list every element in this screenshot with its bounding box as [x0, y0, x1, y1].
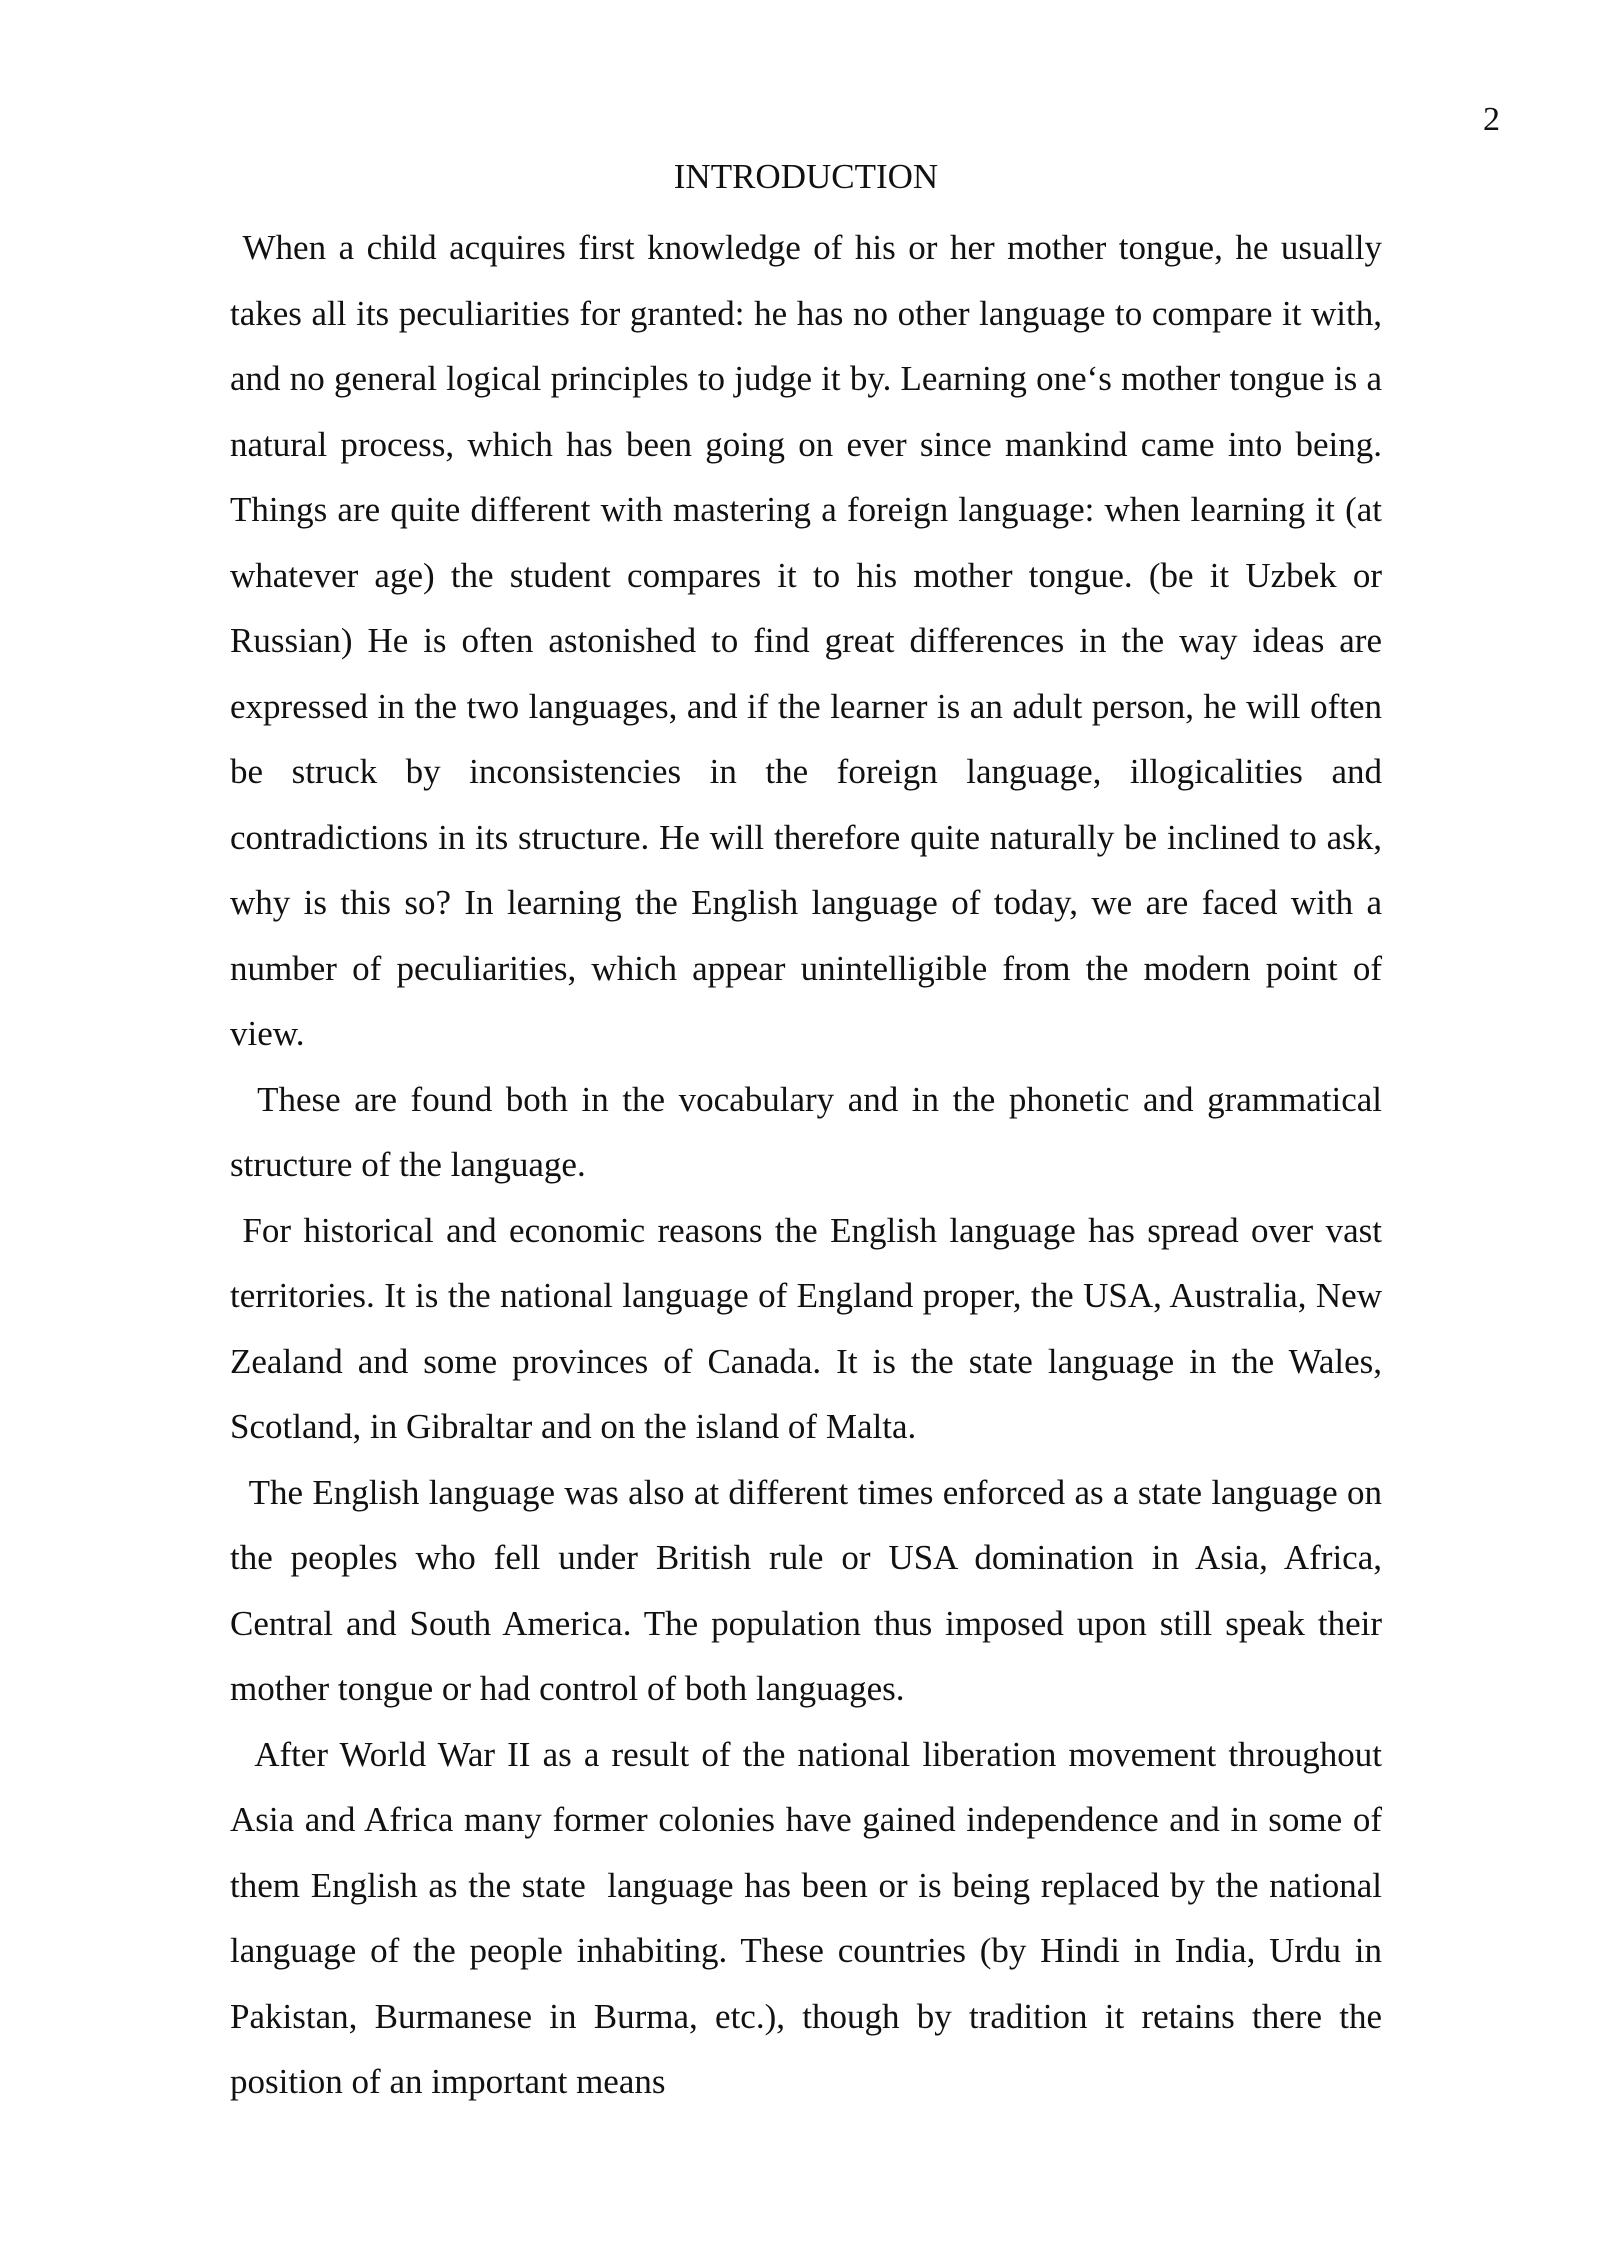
paragraph-4: The English language was also at different times enforced as a state language on the peoples who fell under British rule or USA domination in Asia, Africa, Central and South America. The population thus imposed upon still speak their mother tongue or had control of both languages.	[230, 1472, 1382, 1708]
paragraph-3: For historical and economic reasons the English language has spread over vast territories. It is the national language of England proper, the USA, Australia, New Zealand and some provinces of Canada. It is the state language in the Wales, Scotland, in Gibraltar and on the island of Malta.	[230, 1210, 1382, 1446]
page-number: 2	[1483, 101, 1500, 138]
section-heading: INTRODUCTION	[673, 157, 939, 196]
paragraph-1: When a child acquires first knowledge of his or her mother tongue, he usually takes all its peculiarities for granted: he has no other language to compare it with, and no general logical principles to judge it by. Learning one‘s mother tongue is a natural process, which has been going on ever since mankind came into being. Things are quite different with mastering a foreign language: when learning it (at whatever age) the student compares it to his mother tongue. (be it Uzbek or Russian) He is often astonished to find great differences in the way ideas are expressed in the two languages, and if the learner is an adult person, he will often be struck by inconsistencies in the foreign language, illogicalities and contradictions in its structure. He will therefore quite naturally be inclined to ask, why is this so? In learning the English language of today, we are faced with a number of peculiarities, which appear unintelligible from the modern point of view.	[230, 228, 1382, 1053]
paragraph-5: After World War II as a result of the national liberation movement throughout Asia and Africa many former colonies have gained independence and in some of them English as the state language has been or is being replaced by the national language of the people inhabiting. These countries (by Hindi in India, Urdu in Pakistan, Burmanese in Burma, etc.), though by tradition it retains there the position of an important means	[230, 1734, 1382, 2101]
paragraph-2: These are found both in the vocabulary and in the phonetic and grammatical structure of the language.	[230, 1079, 1382, 1184]
body-text	[230, 150, 1382, 2115]
